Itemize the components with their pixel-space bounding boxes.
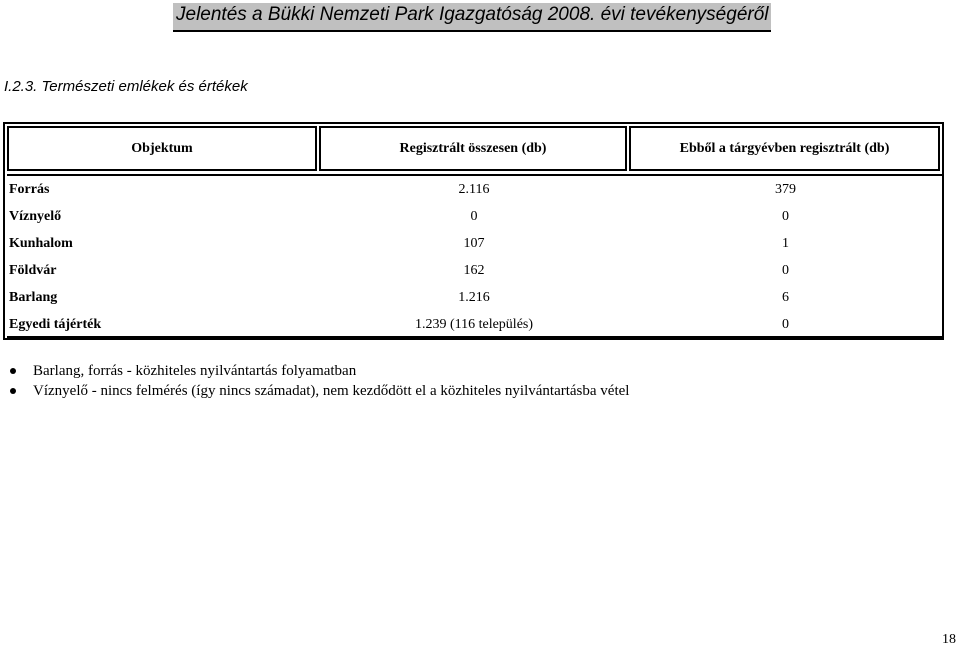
table-row [7,284,942,312]
row-label: Forrás [9,182,50,197]
document-header [173,3,771,32]
registered-total-value: 0 [470,209,478,224]
data-table [3,122,944,340]
registered-this-year-value: 0 [782,317,789,332]
row-label: Kunhalom [9,236,73,251]
row-label: Földvár [9,263,57,278]
column-header-registered-total: Regisztrált összesen (db) [319,126,627,171]
list-item [10,361,629,381]
row-label: Barlang [9,290,58,305]
section-title: I.2.3. Természeti emlékek és értékek [4,78,248,95]
table-row [7,257,942,285]
table-row [7,176,942,204]
row-label: Egyedi tájérték [9,317,102,332]
list-item [10,381,629,401]
notes-list [10,361,629,401]
table-row [7,230,942,258]
column-header-object: Objektum [7,126,317,171]
registered-total-value: 2.116 [458,182,490,197]
bullet-icon [10,368,16,374]
row-label: Víznyelő [9,209,62,224]
column-header-registered-this-year: Ebből a tárgyévben regisztrált (db) [629,126,940,171]
registered-total-value: 162 [463,263,485,278]
bullet-icon [10,388,16,394]
page-number: 18 [942,632,956,647]
note-text: Víznyelő - nincs felmérés (így nincs számadat), nem kezdődött el a közhiteles nyilvántartásba vétel [33,383,630,399]
registered-total-value: 1.239 (116 település) [414,317,534,332]
registered-this-year-value: 0 [782,263,789,278]
registered-this-year-value: 6 [782,290,789,305]
registered-total-value: 1.216 [458,290,490,305]
registered-this-year-value: 379 [775,182,796,197]
document-title: Jelentés a Bükki Nemzeti Park Igazgatóság 2008. évi tevékenységéről [176,4,769,25]
note-text: Barlang, forrás - közhiteles nyilvántartás folyamatban [33,363,357,379]
table-body [7,174,942,338]
registered-total-value: 107 [463,236,485,251]
registered-this-year-value: 0 [782,209,789,224]
registered-this-year-value: 1 [782,236,789,251]
table-row [7,311,942,339]
table-row [7,203,942,231]
